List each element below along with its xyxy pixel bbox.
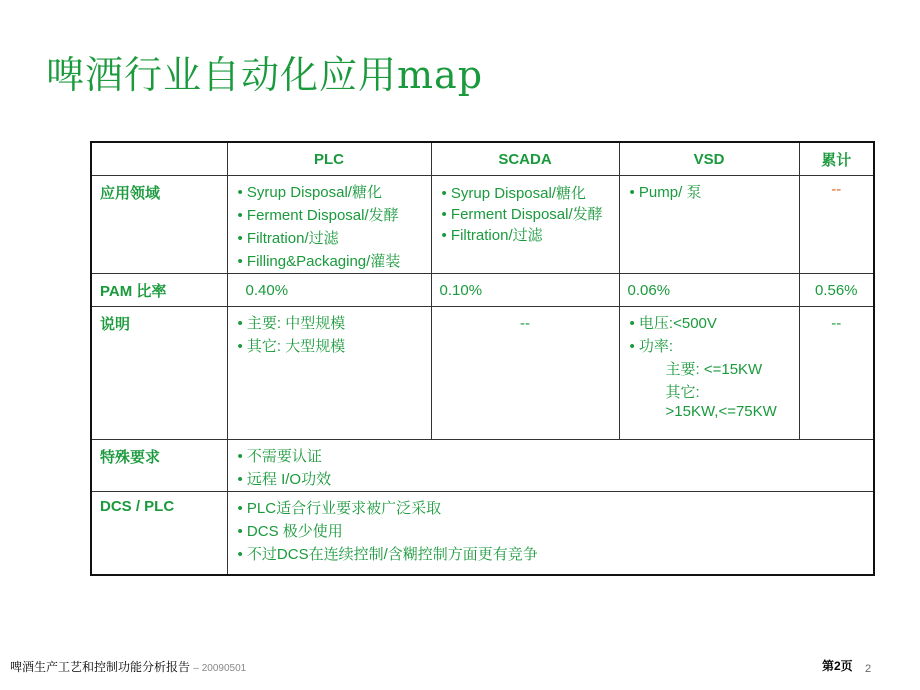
row-description [91,307,874,440]
application-total-cell: -- [799,176,874,274]
row-label-dcs: DCS / PLC [91,492,227,575]
row-pam [91,274,874,307]
description-plc-cell [227,307,431,440]
special-requirements-cell [227,440,874,492]
list-item: • PLC适合行业要求被广泛采取 [236,497,874,520]
automation-map-table [90,141,875,576]
list-item: • 主要: 中型规模 [236,312,431,335]
list-item: • Pump/ 泵 [628,181,799,204]
sub-item: 其它: [665,384,700,401]
list-item: • 其它: 大型规模 [236,335,431,358]
list-item: • DCS 极少使用 [236,520,874,543]
list-item: • Ferment Disposal/发酵 [440,204,619,225]
pam-scada-cell: 0.10% [431,274,619,307]
list-item: • 不过DCS在连续控制/含糊控制方面更有竞争 [236,543,874,566]
sub-item: >15KW,<=75KW [665,403,777,420]
header-row [91,142,874,176]
application-plc-cell [227,176,431,274]
footer-version: – 20090501 [193,663,247,674]
list-item: • Filtration/过滤 [236,227,431,250]
row-special [91,440,874,492]
footer-title-text: 啤酒生产工艺和控制功能分析报告 [10,660,191,674]
list-item: • Syrup Disposal/糖化 [440,183,619,204]
application-scada-cell [431,176,619,274]
row-label-special: 特殊要求 [91,440,227,492]
corner-cell [91,142,227,176]
header-scada: SCADA [431,142,619,176]
dcs-plc-cell [227,492,874,575]
footer-report-title [10,658,246,675]
pam-vsd-cell: 0.06% [619,274,799,307]
list-item: • 不需要认证 [236,445,874,468]
header-total: 累计 [799,142,874,176]
list-item: • 远程 I/O功效 [236,468,874,491]
row-label-application: 应用领域 [91,176,227,274]
footer-page-label: 第2页 [822,659,853,673]
list-item: • Filtration/过滤 [440,225,619,246]
pam-total-cell: 0.56% [799,274,874,307]
page-number: 2 [865,663,872,675]
description-total-cell: -- [799,307,874,440]
row-dcs [91,492,874,575]
list-item: • 电压:<500V [628,312,799,335]
row-application [91,176,874,274]
description-vsd-cell [619,307,799,440]
list-item: • Ferment Disposal/发酵 [236,204,431,227]
list-item: • Syrup Disposal/糖化 [236,181,431,204]
pam-plc-cell: 0.40% [227,274,431,307]
row-label-pam: PAM 比率 [91,274,227,307]
list-item: • Filling&Packaging/灌装 [236,250,431,273]
row-label-description: 说明 [91,307,227,440]
page-title: 啤酒行业自动化应用map [46,53,484,97]
header-vsd: VSD [619,142,799,176]
list-item: • 功率: [628,335,799,358]
application-vsd-cell [619,176,799,274]
sub-item: 主要: <=15KW [665,361,763,378]
description-scada-cell: -- [431,307,619,440]
header-plc: PLC [227,142,431,176]
